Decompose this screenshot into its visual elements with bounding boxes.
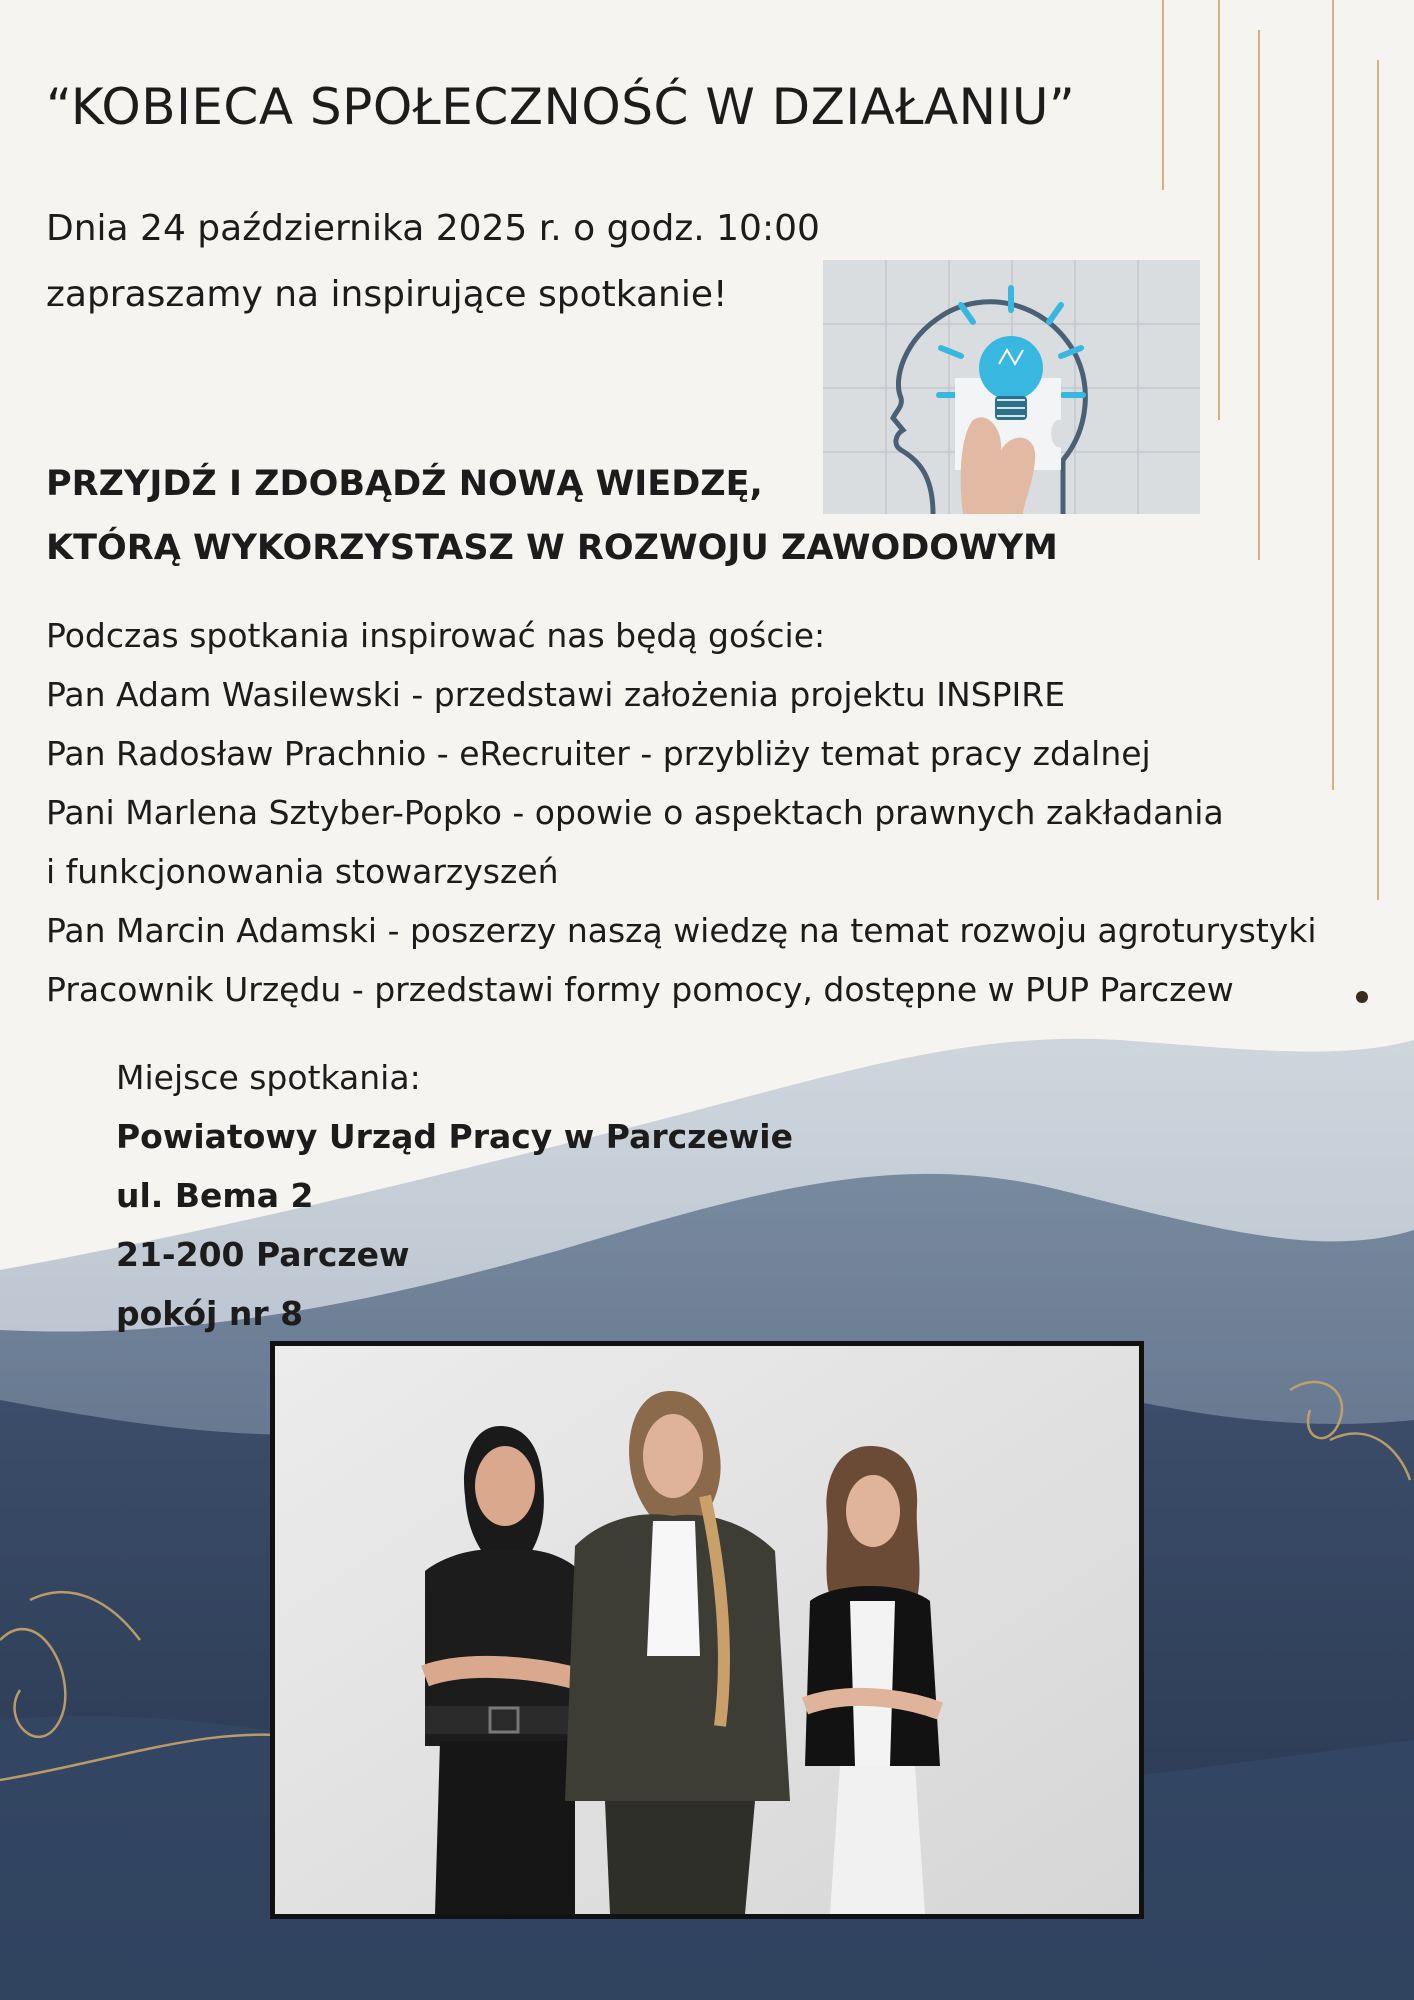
- businesswomen-photo: [270, 1341, 1144, 1919]
- venue-name: Powiatowy Urząd Pracy w Parczewie: [116, 1117, 793, 1156]
- venue-block: [116, 1048, 793, 1343]
- headline-line-2: KTÓRĄ WYKORZYSTASZ W ROZWOJU ZAWODOWYM: [46, 528, 1058, 568]
- venue-room: pokój nr 8: [116, 1294, 304, 1333]
- guests-section: [46, 606, 1406, 1019]
- guest-item: Pracownik Urzędu - przedstawi formy pomocy, dostępne w PUP Parczew: [46, 970, 1234, 1009]
- businesswomen-illustration: [275, 1346, 1139, 1914]
- event-title: “KOBIECA SPOŁECZNOŚĆ W DZIAŁANIU”: [46, 78, 1076, 136]
- headline: [46, 452, 1058, 580]
- venue-city: 21-200 Parczew: [116, 1235, 410, 1274]
- bulb-glass: [979, 336, 1043, 400]
- guest-item: i funkcjonowania stowarzyszeń: [46, 852, 559, 891]
- guest-item: Pan Radosław Prachnio - eRecruiter - przybliży temat pracy zdalnej: [46, 734, 1151, 773]
- guest-item: Pani Marlena Sztyber-Popko - opowie o aspektach prawnych zakładania: [46, 793, 1224, 832]
- guest-item: Pan Adam Wasilewski - przedstawi założenia projektu INSPIRE: [46, 675, 1066, 714]
- guests-intro: Podczas spotkania inspirować nas będą goście:: [46, 616, 826, 655]
- intro-invite-line: zapraszamy na inspirujące spotkanie!: [46, 274, 728, 315]
- headline-line-1: PRZYJDŹ I ZDOBĄDŹ NOWĄ WIEDZĘ,: [46, 464, 763, 504]
- guest-item: Pan Marcin Adamski - poszerzy naszą wiedzę na temat rozwoju agroturystyki: [46, 911, 1317, 950]
- intro-text: [46, 196, 820, 328]
- venue-label: Miejsce spotkania:: [116, 1058, 421, 1097]
- intro-date-line: Dnia 24 października 2025 r. o godz. 10:00: [46, 208, 820, 249]
- venue-street: ul. Bema 2: [116, 1176, 314, 1215]
